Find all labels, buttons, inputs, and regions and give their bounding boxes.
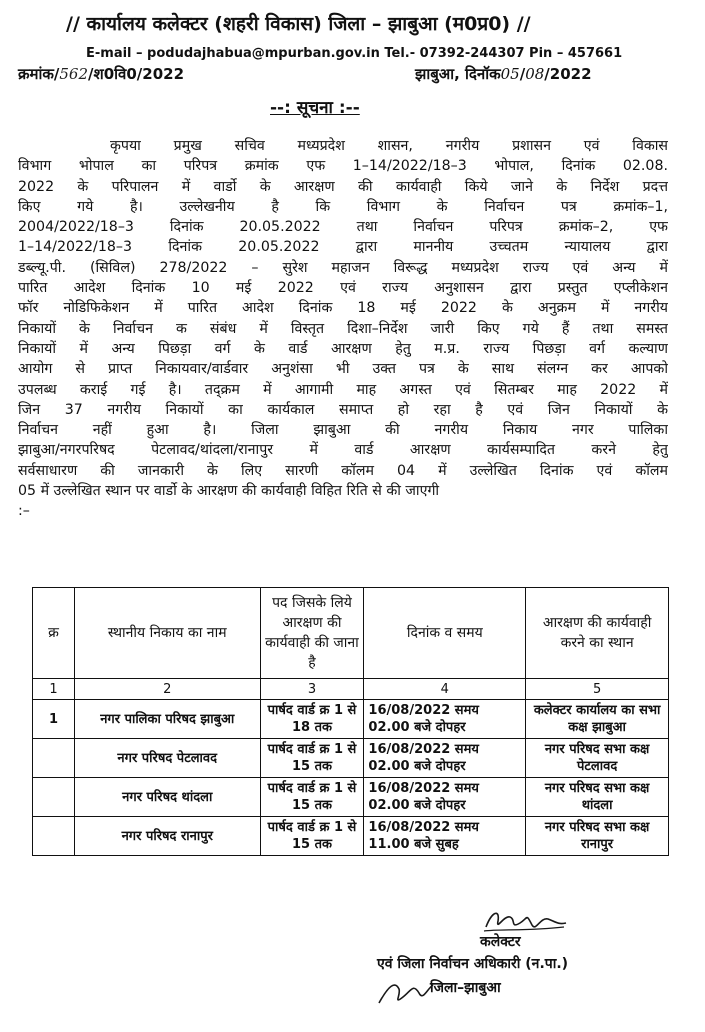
notice-body-line: उपलब्ध कराई गई है। तद्क्रम में आगामी माह अगस्त एवं सितम्बर माह 2022 में	[18, 381, 668, 398]
row-datetime: 16/08/2022 समय 02.00 बजे दोपहर	[364, 778, 526, 817]
notice-body-line: 2022 के परिपालन में वार्डो के आरक्षण की कार्यवाही किये जाने के निर्देश प्रदत्त	[18, 178, 668, 195]
row-place: नगर परिषद सभा कक्ष पेटलावद	[526, 739, 669, 778]
notice-body-line: जिन 37 नगरीय निकायों का कार्यकाल समाप्त हो रहा है एवं जिन निकायों के	[18, 401, 668, 418]
notice-body-line: फॉर नोडिफिकेशन में पारित आदेश दिनांक 18 मई 2022 के अनुक्रम में नगरीय	[18, 300, 668, 317]
signature-title: एवं जिला निर्वाचन अधिकारी (न.पा.)	[377, 956, 569, 972]
notice-body-line: झाबुआ/नगरपरिषद पेटलावद/थांदला/रानापुर में वार्ड आरक्षण कार्यसम्पादित करने हेतु	[18, 442, 668, 459]
date-month: 08	[525, 65, 545, 83]
row-body-name: नगर परिषद पेटलावद	[74, 739, 260, 778]
reference-number	[18, 64, 184, 84]
header-body-name: स्थानीय निकाय का नाम	[74, 588, 260, 679]
notice-body-line: निर्वाचन नहीं हुआ है। जिला झाबुआ की नगरीय निकाय नगर पालिका	[18, 422, 668, 439]
notice-body-line: 1–14/2022/18–3 दिनांक 20.05.2022 द्वारा माननीय उच्चतम न्यायालय द्वारा	[18, 239, 668, 256]
notice-body-line: पारित आदेश दिनांक 10 मई 2022 एवं राज्य अनुशासन द्वारा प्रस्तुत एप्लीकेशन	[18, 280, 668, 297]
column-number: 4	[364, 679, 526, 700]
row-serial	[33, 778, 75, 817]
row-body-name: नगर परिषद थांदला	[74, 778, 260, 817]
date-day: 05	[500, 65, 520, 83]
table-row	[33, 739, 669, 778]
row-serial: 1	[33, 700, 75, 739]
table-row	[33, 817, 669, 856]
row-serial	[33, 739, 75, 778]
ref-prefix: क्रमांक/	[18, 65, 60, 83]
row-post: पार्षद वार्ड क्र 1 से 15 तक	[260, 817, 364, 856]
table-header-row	[33, 588, 669, 679]
ref-suffix: /श0वि0/2022	[88, 65, 185, 83]
office-header-title: // कार्यालय कलेक्टर (शहरी विकास) जिला – झाबुआ (म0प्र0) //	[66, 13, 531, 35]
header-post: पद जिसके लिये आरक्षण की कार्यवाही की जाना है	[260, 588, 364, 679]
header-serial: क्र	[33, 588, 75, 679]
header-place: आरक्षण की कार्यवाही करने का स्थान	[526, 588, 669, 679]
row-place: नगर परिषद सभा कक्ष थांदला	[526, 778, 669, 817]
notice-body-line: :–	[18, 503, 30, 520]
contact-line: E-mail – podudajhabua@mpurban.gov.in Tel.- 07392-244307 Pin – 457661	[86, 46, 623, 61]
notice-body	[18, 136, 668, 522]
notice-body-line: निकायों में अन्य पिछड़ा वर्ग के वार्ड आरक्षण हेतु म.प्र. राज्य पिछड़ा वर्ग कल्याण	[18, 340, 668, 357]
row-place: कलेक्टर कार्यालय का सभा कक्ष झाबुआ	[526, 700, 669, 739]
column-number: 5	[526, 679, 669, 700]
column-number: 2	[74, 679, 260, 700]
table-row	[33, 778, 669, 817]
notice-body-line: सर्वसाधारण की जानकारी के लिए सारणी कॉलम 04 में उल्लेखित दिनांक एवं कॉलम	[18, 462, 668, 479]
notice-body-line: निकायों के निर्वाचन क संबंध में विस्तृत दिशा–निर्देश जारी किए गये हैं तथा समस्त	[18, 320, 668, 337]
column-number: 1	[33, 679, 75, 700]
row-post: पार्षद वार्ड क्र 1 से 15 तक	[260, 739, 364, 778]
notice-body-line: आयोग से प्राप्त निकायवार/वार्डवार अनुशंसा भी उक्त पत्र के साथ संलग्न कर आपको	[18, 361, 668, 378]
initials-signature	[375, 975, 435, 1010]
notice-body-line: 05 में उल्लेखित स्थान पर वार्डो के आरक्षण की कार्यवाही विहित रिति से की जाएगी	[18, 483, 440, 500]
column-number-row	[33, 679, 669, 700]
row-place: नगर परिषद सभा कक्ष रानापुर	[526, 817, 669, 856]
row-datetime: 16/08/2022 समय 02.00 बजे दोपहर	[364, 739, 526, 778]
notice-body-line: किए गये है। उल्लेखनीय है कि विभाग के निर्वाचन पत्र क्रमांक–1,	[18, 198, 668, 215]
row-body-name: नगर पालिका परिषद झाबुआ	[74, 700, 260, 739]
row-post: पार्षद वार्ड क्र 1 से 18 तक	[260, 700, 364, 739]
notice-body-line: 2004/2022/18–3 दिनांक 20.05.2022 तथा निर्वाचन परिपत्र क्रमांक–2, एफ	[18, 219, 668, 236]
notice-heading: --: सूचना :--	[270, 98, 360, 118]
date-sep: /	[519, 65, 526, 83]
date-year: /2022	[544, 65, 592, 83]
notice-body-line: कृपया प्रमुख सचिव मध्यप्रदेश शासन, नगरीय प्रशासन एवं विकास	[110, 138, 668, 154]
header-datetime: दिनांक व समय	[364, 588, 526, 679]
column-number: 3	[260, 679, 364, 700]
row-post: पार्षद वार्ड क्र 1 से 15 तक	[260, 778, 364, 817]
notice-body-line: विभाग भोपाल का परिपत्र क्रमांक एफ 1–14/2022/18–3 भोपाल, दिनांक 02.08.	[18, 158, 668, 175]
row-serial	[33, 817, 75, 856]
reservation-table	[32, 587, 669, 856]
signature-designation: कलेक्टर	[480, 934, 521, 950]
row-datetime: 16/08/2022 समय 02.00 बजे दोपहर	[364, 700, 526, 739]
row-datetime: 16/08/2022 समय 11.00 बजे सुबह	[364, 817, 526, 856]
signature-district: जिला–झाबुआ	[430, 980, 501, 996]
notice-body-line: डब्ल्यू.पी. (सिविल) 278/2022 – सुरेश महाजन विरूद्ध मध्यप्रदेश राज्य एवं अन्य में	[18, 259, 668, 276]
date-line	[415, 64, 592, 84]
table-row	[33, 700, 669, 739]
ref-number-handwritten: 562	[59, 65, 89, 83]
row-body-name: नगर परिषद रानापुर	[74, 817, 260, 856]
date-prefix: झाबुआ, दिनॉक	[415, 65, 501, 83]
